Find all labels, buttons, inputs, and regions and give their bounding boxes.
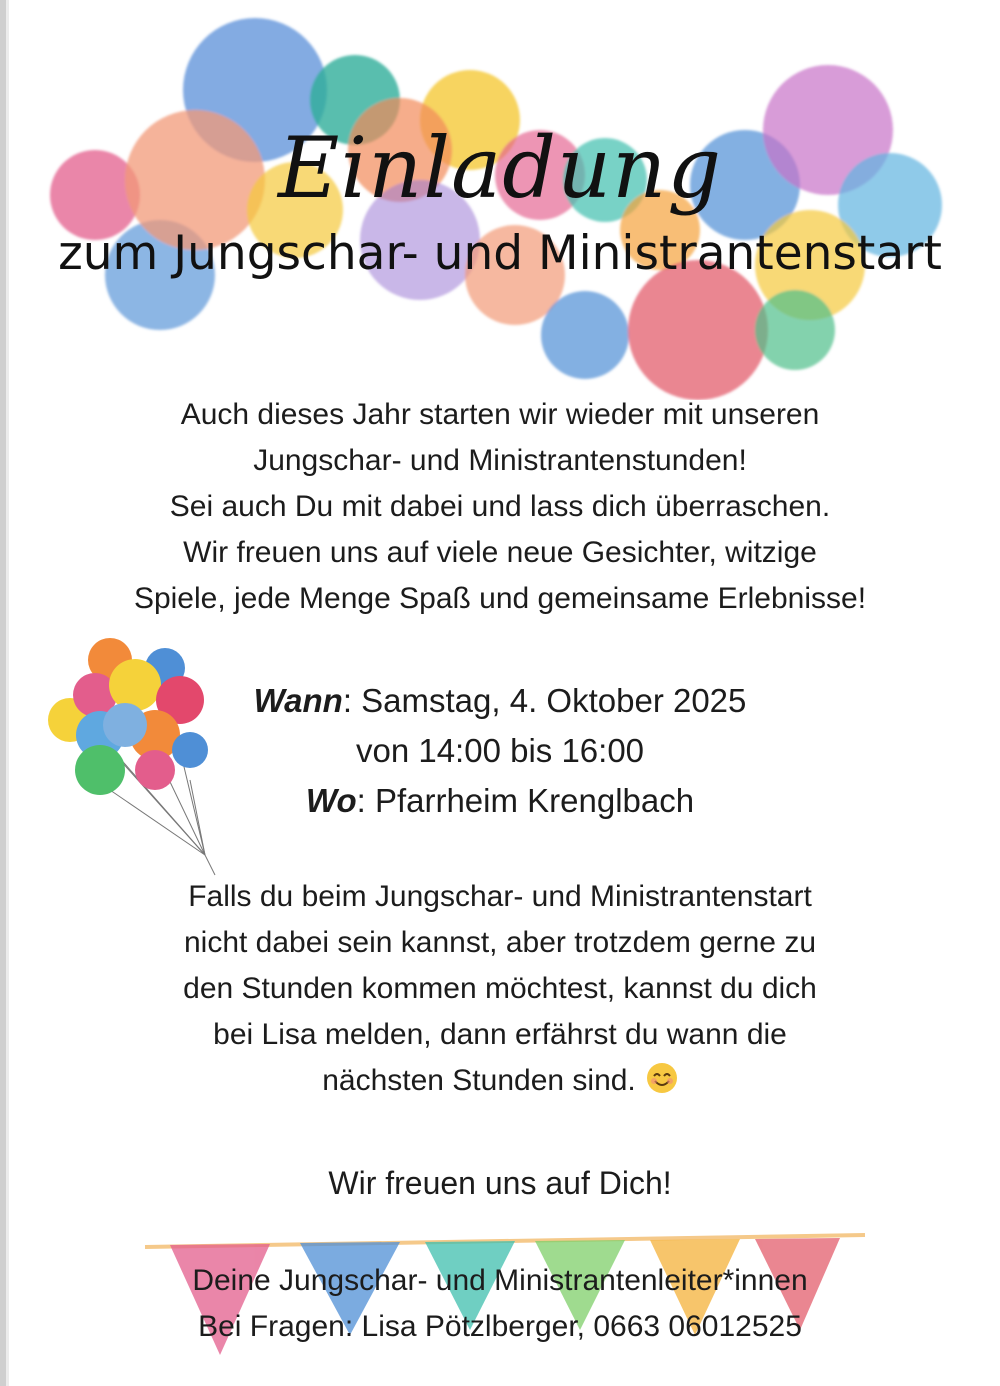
event-details — [120, 676, 880, 826]
event-time: von 14:00 bis 16:00 — [355, 732, 645, 769]
balloon-cluster-circle — [755, 290, 835, 370]
followup-line: bei Lisa melden, dann erfährst du wann die — [213, 1018, 787, 1051]
footer-signature: Deine Jungschar- und Ministrantenleiter*innen — [192, 1264, 808, 1297]
intro-line: Auch dieses Jahr starten wir wieder mit unseren — [180, 398, 820, 431]
intro-line: Sei auch Du mit dabei und lass dich überraschen. — [169, 490, 831, 523]
footer-contact: Bei Fragen: Lisa Pötzlberger, 0663 06012525 — [198, 1310, 802, 1343]
when-label: Wann — [253, 682, 343, 719]
intro-line: Jungschar- und Ministrantenstunden! — [253, 444, 747, 477]
when-value: : Samstag, 4. Oktober 2025 — [342, 682, 747, 719]
followup-line: nächsten Stunden sind. — [322, 1064, 636, 1097]
invitation-subtitle: zum Jungschar- und Ministrantenstart — [58, 226, 942, 281]
followup-paragraph — [60, 874, 940, 1104]
intro-line: Spiele, jede Menge Spaß und gemeinsame Erlebnisse! — [133, 582, 867, 615]
event-where — [120, 776, 880, 826]
balloon — [75, 745, 125, 795]
intro-paragraph — [60, 392, 940, 622]
footer — [60, 1258, 940, 1350]
invitation-title: Einladung — [278, 119, 722, 217]
followup-line-last — [60, 1058, 940, 1104]
where-label: Wo — [305, 782, 357, 819]
where-value: : Pfarrheim Krenglbach — [356, 782, 695, 819]
balloon-cluster-circle — [541, 291, 629, 379]
closing-line: Wir freuen uns auf Dich! — [328, 1165, 672, 1201]
event-when — [120, 676, 880, 726]
intro-line: Wir freuen uns auf viele neue Gesichter, witzige — [183, 536, 817, 569]
followup-line: Falls du beim Jungschar- und Ministrantenstart — [188, 880, 812, 913]
smiling-face-icon — [646, 1062, 678, 1094]
followup-line: nicht dabei sein kannst, aber trotzdem gerne zu — [183, 926, 817, 959]
followup-line: den Stunden kommen möchtest, kannst du dich — [183, 972, 817, 1005]
